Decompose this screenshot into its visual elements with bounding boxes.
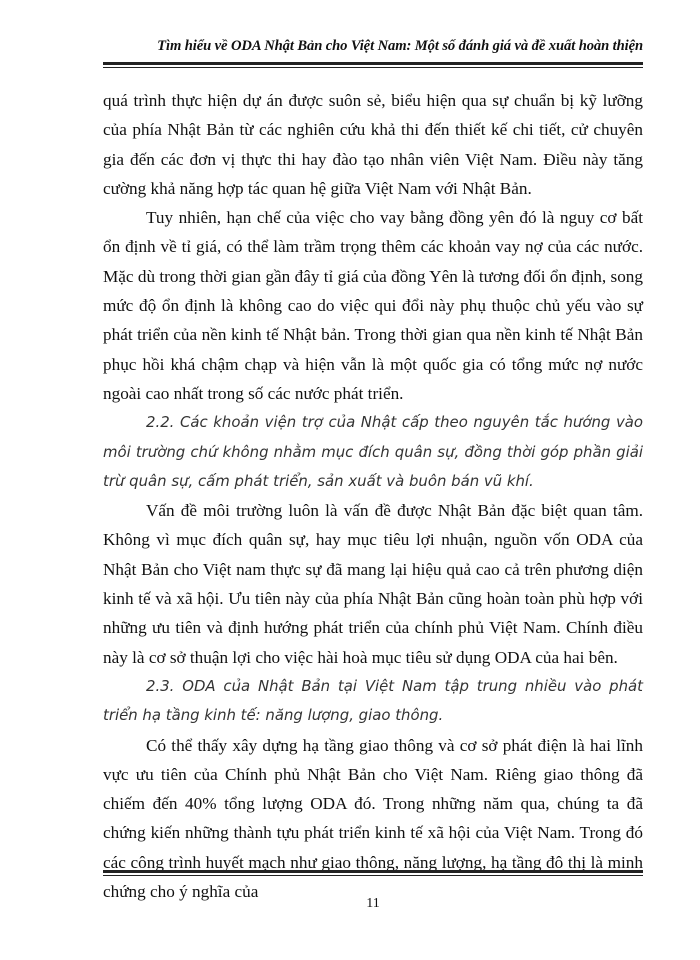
footer-rule-thin [103, 875, 643, 876]
paragraph-exchange-rate-risk: Tuy nhiên, hạn chế của việc cho vay bằng đồng yên đó là nguy cơ bất ổn định về tỉ giá, có thể làm trầm trọng thêm các khoản vay nợ của các nước. Mặc dù trong thời gian gần đây tỉ giá của đồng Yên là tương đối ổn định, song mức độ ổn định là không cao do việc qui đổi này phụ thuộc chủ yếu vào sự phát triển của nền kinh tế Nhật bản. Trong thời gian qua nền kinh tế Nhật Bản phục hồi khá chậm chạp và hiện vẫn là một quốc gia có tổng mức nợ nước ngoài cao nhất trong số các nước phát triển. [103, 208, 643, 403]
page-header [103, 38, 643, 55]
page-number: 11 [366, 896, 380, 911]
paragraph-continuation: quá trình thực hiện dự án được suôn sẻ, biểu hiện qua sự chuẩn bị kỹ lưỡng của phía Nhật Bản từ các nghiên cứu khả thi đến thiết kế chi tiết, cử chuyên gia đến các đơn vị thực thi hay đào tạo nhân viên Việt Nam. Điều này tăng cường khả năng hợp tác quan hệ giữa Việt Nam với Nhật Bản. [103, 91, 643, 198]
header-rule-thick [103, 62, 643, 65]
page-body [103, 86, 643, 906]
header-rule-thin [103, 67, 643, 68]
paragraph-infrastructure: Có thể thấy xây dựng hạ tầng giao thông và cơ sở phát điện là hai lĩnh vực ưu tiên của Chính phủ Nhật Bản cho Việt Nam. Riêng giao thông đã chiếm đến 40% tổng lượng ODA đó. Trong những năm qua, chúng ta đã chứng kiến những thành tựu phát triển kinh tế xã hội của Việt Nam. Trong đó các công trình huyết mạch như giao thông, năng lượng, hạ tầng đô thị là minh chứng cho ý nghĩa của [103, 735, 643, 902]
section-heading-2-3: 2.3. ODA của Nhật Bản tại Việt Nam tập trung nhiều vào phát triển hạ tầng kinh tế: năng lượng, giao thông. [103, 676, 643, 725]
section-heading-2-2: 2.2. Các khoản viện trợ của Nhật cấp theo nguyên tắc hướng vào môi trường chứ không nhằm mục đích quân sự, đồng thời góp phần giải trừ quân sự, cấm phát triển, sản xuất và buôn bán vũ khí. [103, 413, 643, 490]
footer-rule-thick [103, 870, 643, 873]
header-title: Tìm hiểu về ODA Nhật Bản cho Việt Nam: Một số đánh giá và đề xuất hoàn thiện [157, 38, 643, 54]
paragraph-environment: Vấn đề môi trường luôn là vấn đề được Nhật Bản đặc biệt quan tâm. Không vì mục đích quân sự, hay mục tiêu lợi nhuận, nguồn vốn ODA của Nhật Bản cho Việt nam thực sự đã mang lại hiệu quả cao cả trên phương diện kinh tế và xã hội. Ưu tiên này của phía Nhật Bản cũng hoàn toàn phù hợp với những ưu tiên và định hướng phát triển của chính phủ Việt Nam. Chính điều này là cơ sở thuận lợi cho việc hài hoà mục tiêu sử dụng ODA của hai bên. [103, 501, 643, 667]
